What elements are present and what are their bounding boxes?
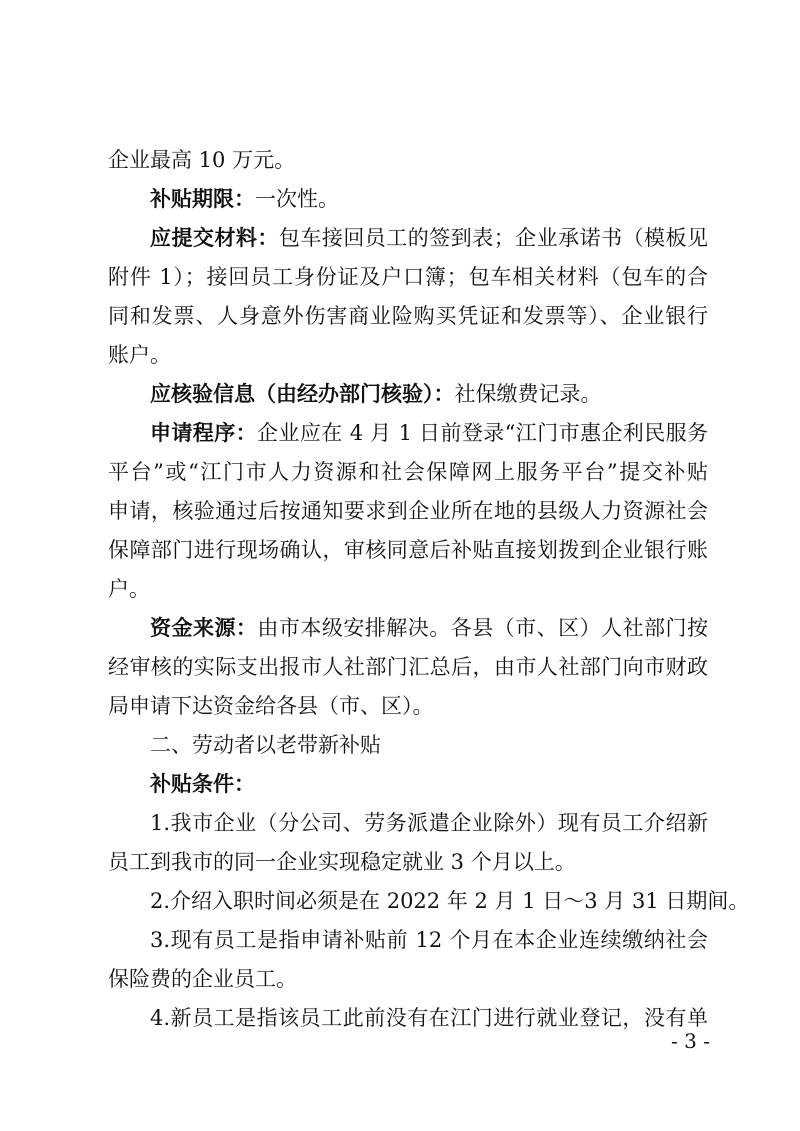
paragraph-line: 企业最高 10 万元。 — [108, 148, 296, 172]
condition-1-line-2: 员工到我市的同一企业实现稳定就业 3 个月以上。 — [108, 850, 576, 874]
subsidy-period — [150, 184, 708, 214]
funding-line-1 — [150, 613, 708, 643]
conditions-label: 补贴条件： — [150, 772, 255, 796]
procedure-line-3: 申请，核验通过后按通知要求到企业所在地的县级人力资源社会 — [108, 499, 708, 523]
condition-3-line-1: 3.现有员工是指申请补贴前 12 个月在本企业连续缴纳社会 — [150, 928, 708, 952]
condition-3-line-2: 保险费的企业员工。 — [108, 967, 297, 991]
funding-line-2: 经审核的实际支出报市人社部门汇总后，由市人社部门向市财政 — [108, 655, 708, 679]
funding-label: 资金来源： — [150, 616, 258, 640]
procedure-text: 企业应在 4 月 1 日前登录“江门市惠企利民服务 — [257, 421, 708, 445]
subsidy-period-label: 补贴期限： — [150, 187, 255, 211]
materials-line-4: 账户。 — [108, 343, 171, 367]
verify-text: 社保缴费记录。 — [454, 382, 602, 406]
condition-1-line-1: 1.我市企业（分公司、劳务派遣企业除外）现有员工介绍新 — [150, 811, 708, 835]
materials-text: 包车接回员工的签到表；企业承诺书（模板见 — [278, 226, 709, 250]
procedure-label: 申请程序： — [150, 421, 258, 445]
funding-text: 由市本级安排解决。各县（市、区）人社部门按 — [257, 616, 709, 640]
verify-label: 应核验信息（由经办部门核验）： — [150, 382, 455, 406]
subsidy-period-text: 一次性。 — [255, 187, 339, 211]
condition-2-line-1: 2.介绍入职时间必须是在 2022 年 2 月 1 日～3 月 31 日期间。 — [150, 889, 750, 913]
procedure-line-1 — [150, 418, 708, 448]
condition-4-line-1: 4.新员工是指该员工此前没有在江门进行就业登记，没有单 — [150, 1006, 708, 1030]
materials-label: 应提交材料： — [150, 226, 279, 250]
page-number: - 3 - — [671, 1029, 710, 1053]
procedure-line-5: 户。 — [108, 577, 150, 601]
materials-line-1 — [150, 223, 708, 253]
section-heading: 二、劳动者以老带新补贴 — [150, 733, 381, 757]
verify-info — [150, 379, 708, 409]
procedure-line-2: 平台”或“江门市人力资源和社会保障网上服务平台”提交补贴 — [108, 460, 708, 484]
funding-line-3: 局申请下达资金给各县（市、区）。 — [108, 694, 434, 718]
procedure-line-4: 保障部门进行现场确认，审核同意后补贴直接划拨到企业银行账 — [108, 538, 708, 562]
materials-line-2: 附件 1）；接回员工身份证及户口簿；包车相关材料（包车的合 — [108, 265, 708, 289]
materials-line-3: 同和发票、人身意外伤害商业险购买凭证和发票等）、企业银行 — [108, 304, 708, 328]
